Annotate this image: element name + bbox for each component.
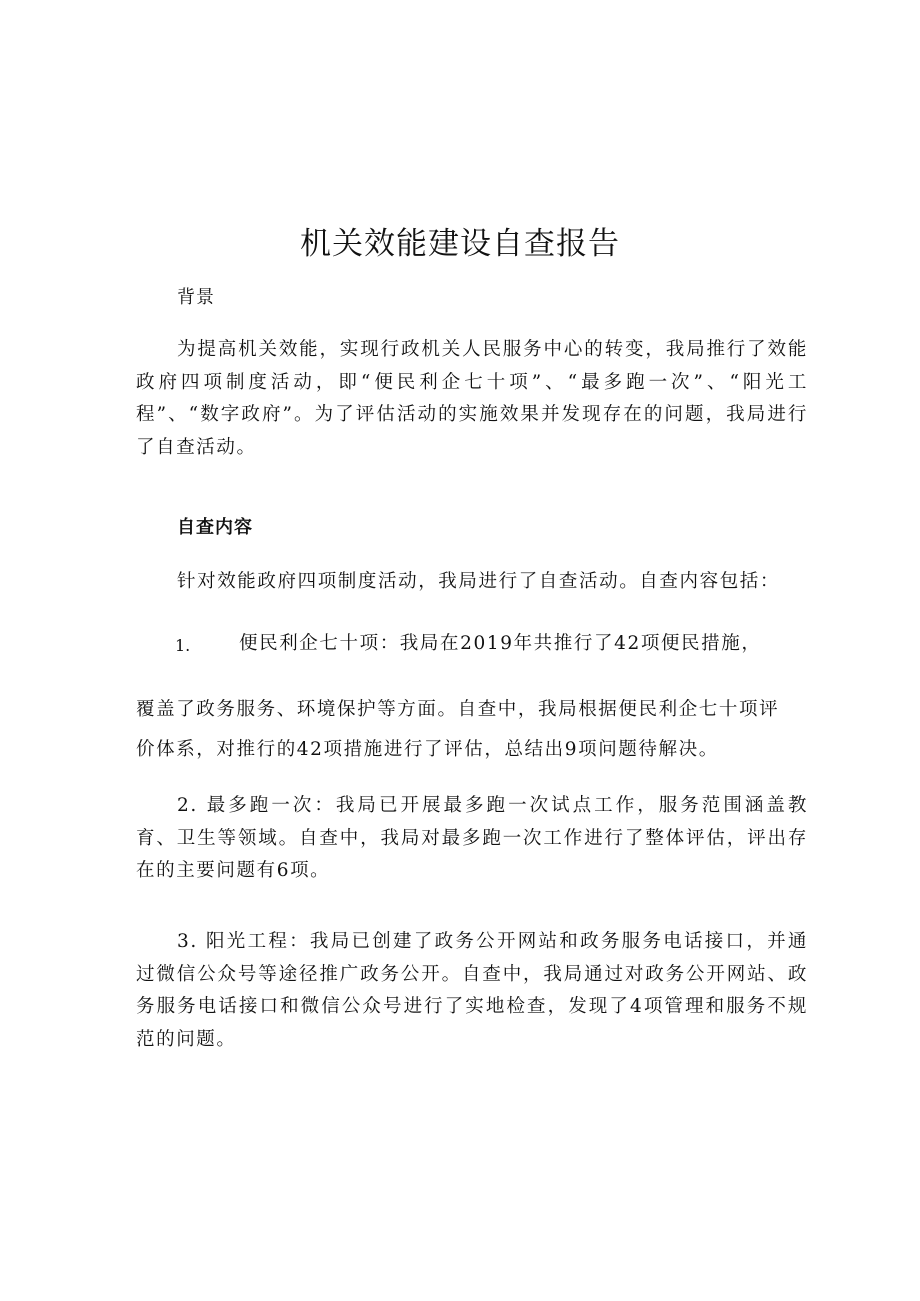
item-1-first-line: 便民利企七十项：我局在2019年共推行了42项便民措施， xyxy=(239,633,762,654)
document-title: 机关效能建设自查报告 xyxy=(300,226,620,262)
item-1-third-line: 价体系，对推行的42项措施进行了评估，总结出9项问题待解决。 xyxy=(136,739,719,760)
content-intro: 针对效能政府四项制度活动，我局进行了自查活动。自查内容包括： xyxy=(177,571,781,592)
background-paragraph: 为提高机关效能，实现行政机关人民服务中心的转变，我局推行了效能政府四项制度活动，即“便民利企七十项”、“最多跑一次”、“阳光工程”、“数字政府”。为了评估活动的实施效果并发现存在的问题，我局进行了自查活动。 xyxy=(136,339,808,458)
section-heading-content: 自查内容 xyxy=(177,517,253,538)
item-1-number: 1. xyxy=(175,636,191,655)
item-1-second-line: 覆盖了政务服务、环境保护等方面。自查中，我局根据便民利企七十项评 xyxy=(136,699,780,720)
section-heading-background: 背景 xyxy=(177,287,215,308)
item-2-paragraph: 2. 最多跑一次：我局已开展最多跑一次试点工作，服务范围涵盖教育、卫生等领域。自查中，我局对最多跑一次工作进行了整体评估，评出存在的主要问题有6项。 xyxy=(136,795,808,881)
item-3-paragraph: 3. 阳光工程：我局已创建了政务公开网站和政务服务电话接口，并通过微信公众号等途径推广政务公开。自查中，我局通过对政务公开网站、政务服务电话接口和微信公众号进行了实地检查，发现了4项管理和服务不规范的问题。 xyxy=(136,931,808,1050)
